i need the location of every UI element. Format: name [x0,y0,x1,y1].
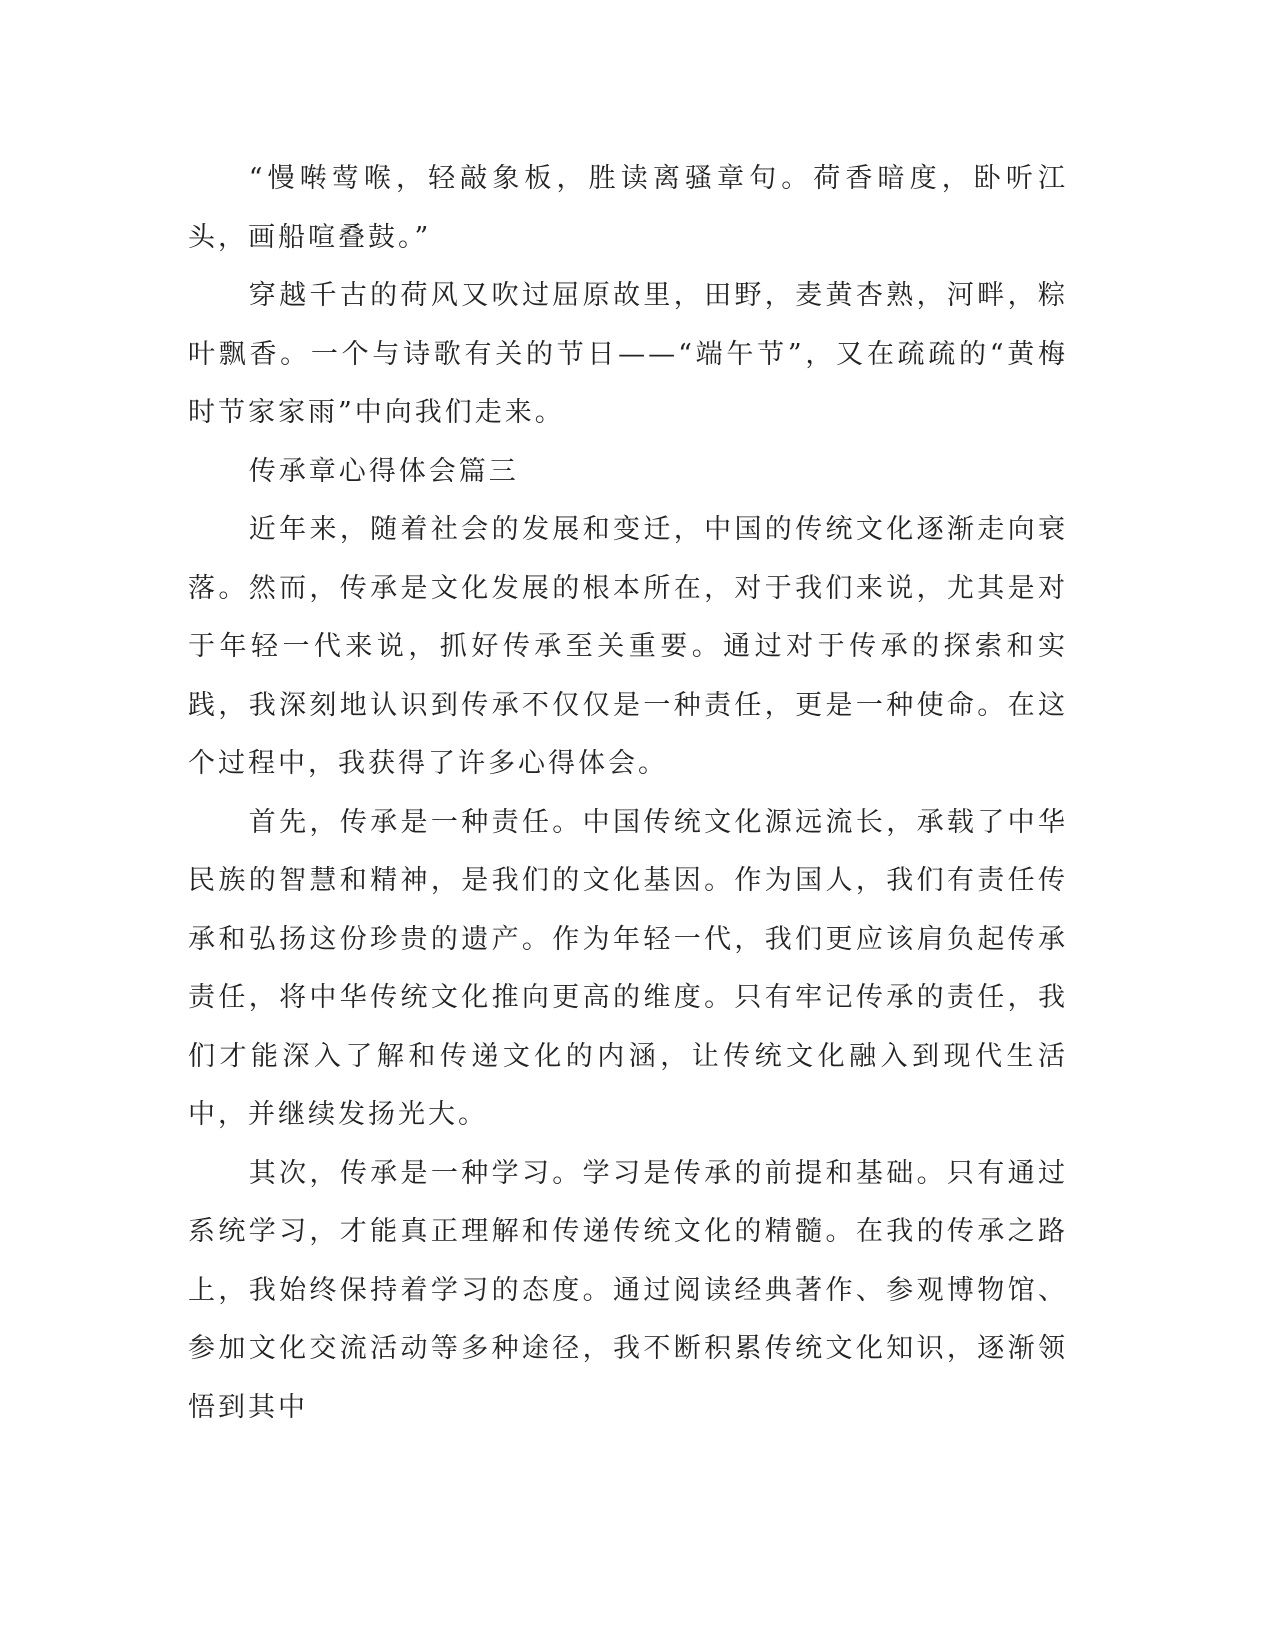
paragraph-responsibility: 首先，传承是一种责任。中国传统文化源远流长，承载了中华民族的智慧和精神，是我们的文化基因。作为国人，我们有责任传承和弘扬这份珍贵的遗产。作为年轻一代，我们更应该肩负起传承责任，将中华传统文化推向更高的维度。只有牢记传承的责任，我们才能深入了解和传递文化的内涵，让传统文化融入到现代生活中，并继续发扬光大。 [188,806,1068,1130]
paragraph-learning: 其次，传承是一种学习。学习是传承的前提和基础。只有通过系统学习，才能真正理解和传递传统文化的精髓。在我的传承之路上，我始终保持着学习的态度。通过阅读经典著作、参观博物馆、参加文化交流活动等多种途径，我不断积累传统文化知识，逐渐领悟到其中 [188,1157,1068,1423]
paragraph-dragon-boat-intro: 穿越千古的荷风又吹过屈原故里，田野，麦黄杏熟，河畔，粽叶飘香。一个与诗歌有关的节日——“端午节”，又在疏疏的“黄梅时节家家雨”中向我们走来。 [188,280,1068,428]
section-heading: 传承章心得体会篇三 [248,455,519,487]
paragraph-poem-quote: “慢啭莺喉，轻敲象板，胜读离骚章句。荷香暗度，卧听江头，画船喧叠鼓。” [188,163,1068,253]
paragraph-introduction: 近年来，随着社会的发展和变迁，中国的传统文化逐渐走向衰落。然而，传承是文化发展的根本所在，对于我们来说，尤其是对于年轻一代来说，抓好传承至关重要。通过对于传承的探索和实践，我深刻地认识到传承不仅仅是一种责任，更是一种使命。在这个过程中，我获得了许多心得体会。 [188,514,1068,779]
document-body [188,150,1068,1437]
